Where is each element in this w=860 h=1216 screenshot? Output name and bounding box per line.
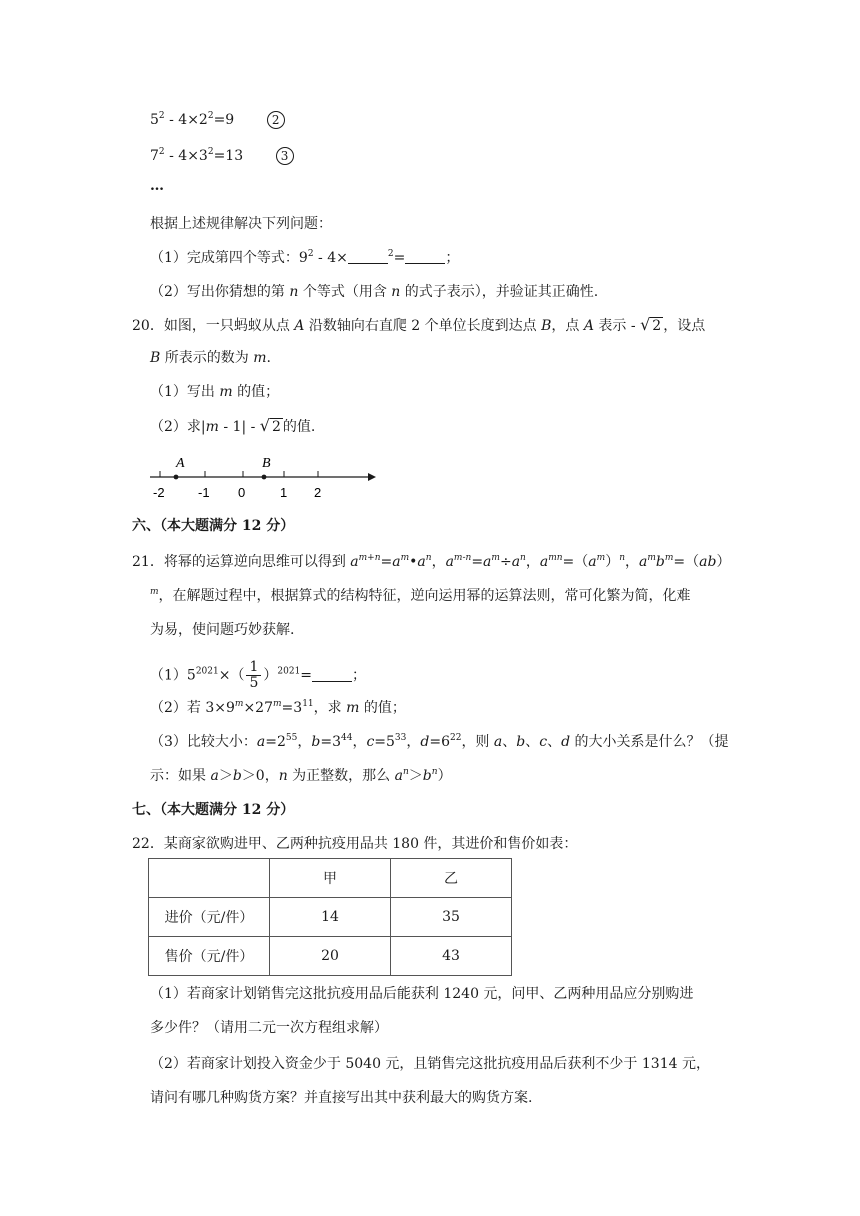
tick-label-m1: -1: [198, 485, 210, 500]
var-m-2: m: [219, 384, 233, 400]
eq2-base: 5: [150, 112, 159, 128]
table-row: [149, 937, 512, 976]
q21-p2-exp: 11: [302, 699, 314, 709]
point-B-2: B: [150, 350, 161, 366]
q20-p2-b: - 1| -: [218, 419, 260, 435]
table-cell: 20: [270, 937, 391, 976]
q21-p2-b: ×27: [243, 700, 273, 716]
q19-p2-a: （2）写出你猜想的第: [150, 284, 290, 300]
q20-l1-d: 表示 -: [593, 318, 641, 334]
eq2-mid: - 4×2: [164, 112, 208, 128]
q21-exp-m: m: [150, 587, 159, 597]
q22-part2-line1: （2）若商家计划投入资金少于 5040 元，且销售完这批抗疫用品后获利不少于 1314 元，: [150, 1056, 710, 1072]
q21-p3-l2a: 示：如果: [150, 768, 211, 784]
sqrt-2-b: √ 2: [259, 416, 281, 435]
eq3-base: 7: [150, 148, 159, 164]
frac-num: 1: [246, 660, 261, 676]
q21-p1-b: ×（: [218, 667, 245, 684]
var-n-2: n: [391, 284, 401, 300]
table-header-row: [149, 859, 512, 898]
eq2-sq2: 2: [207, 111, 214, 121]
q19-p2-b: 个等式（用含: [298, 284, 392, 300]
q21-hint-result: $a^n>b^n$: [394, 767, 438, 784]
point-A-2: A: [583, 318, 594, 334]
q21-p2-m2: m: [273, 699, 282, 709]
circled-number-2: 2: [267, 111, 285, 129]
table-cell: 35: [391, 898, 512, 937]
q19-part1: [150, 248, 459, 268]
q21-part3: [150, 732, 728, 752]
q22-intro: 22．某商家欲购进甲、乙两种抗疫用品共 180 件，其进价和售价如表：: [132, 836, 578, 852]
answer-blank-2[interactable]: [405, 249, 445, 264]
axis-arrow: [368, 473, 376, 481]
q20-line1: [132, 315, 705, 336]
tick-label-1: 1: [280, 485, 288, 500]
equation-3: [150, 146, 294, 166]
q22-part1-line2: 多少件？（请用二元一次方程组求解）: [150, 1020, 388, 1036]
q19-p1-sq: 2: [307, 249, 314, 259]
table-header-cell: 甲: [270, 859, 391, 898]
number-line-diagram: [140, 450, 380, 504]
tick-label-m2: -2: [153, 485, 165, 500]
q19-intro: 根据上述规律解决下列问题：: [150, 216, 332, 232]
q21-p3-l2c: 为正整数，那么: [287, 768, 395, 784]
table-header-cell: [149, 859, 270, 898]
q20-p2-c: 的值.: [282, 419, 316, 435]
q20-l1-e: ，设点: [663, 318, 706, 334]
q20-part1: [150, 382, 279, 402]
var-n-3: n: [278, 768, 288, 784]
price-table: [148, 858, 512, 976]
tick-label-0: 0: [238, 485, 246, 500]
eq3-mid: - 4×3: [164, 148, 208, 164]
q19-p2-c: 的式子表示），并验证其正确性.: [400, 284, 599, 300]
axis-ticks: [160, 471, 318, 477]
q20-l2-b: .: [266, 350, 271, 366]
q19-p1-sq2: 2: [387, 249, 394, 259]
q21-p2-m1: m: [234, 699, 244, 709]
q21-p3-l2d: ）: [437, 768, 452, 784]
q21-p1-d: =: [300, 667, 313, 684]
q20-p2-a: （2）求|: [150, 419, 206, 435]
q21-p2-e: 的值；: [359, 700, 406, 716]
q21-hint-cond: a＞b＞0: [210, 768, 265, 784]
var-m-4: m: [346, 700, 360, 716]
q20-l1-a: 20．如图，一只蚂蚁从点: [132, 318, 295, 334]
q19-p1-b: - 4×: [313, 250, 348, 266]
sqrt-arg-2: 2: [272, 419, 281, 435]
q21-line1: [132, 552, 730, 572]
q21-line2: [150, 586, 691, 606]
q22-part1-line1: （1）若商家计划销售完这批抗疫用品后能获利 1240 元，问甲、乙两种用品应分别购进: [150, 986, 694, 1002]
q20-p1-a: （1）写出: [150, 384, 220, 400]
var-n: n: [289, 284, 299, 300]
point-B-dot: [262, 475, 267, 480]
table-row: [149, 898, 512, 937]
q21-p1-c: ）: [263, 667, 278, 684]
eq2-sq: 2: [158, 111, 165, 121]
q20-line2: [150, 348, 271, 368]
q21-p3-b: ，则: [461, 734, 494, 750]
q21-line3: 为易，使问题巧妙获解.: [150, 622, 295, 638]
q19-p1-c: =: [393, 250, 406, 266]
var-m-3: m: [205, 419, 219, 435]
point-B: B: [541, 318, 552, 334]
table-header-cell: 乙: [391, 859, 512, 898]
label-A: A: [176, 456, 185, 471]
section-6-heading: 六、（本大题满分 12 分）: [132, 518, 295, 534]
q20-part2: [150, 416, 315, 437]
table-cell: 14: [270, 898, 391, 937]
eq3-sq: 2: [158, 147, 165, 157]
q21-p1-a: （1）5: [150, 667, 196, 684]
q20-l1-b: 沿数轴向右直爬 2 个单位长度到达点: [304, 318, 542, 334]
q21-p3-values: $a=2^{55}$，$b=3^{44}$，$c=5^{33}$，$d=6^{22}$: [256, 733, 462, 750]
q19-p1-a: （1）完成第四个等式：9: [150, 250, 308, 266]
q21-p3-vars: a、b、c、d: [493, 734, 571, 750]
answer-blank-3[interactable]: [312, 667, 352, 682]
q19-p1-d: ；: [445, 250, 460, 266]
ellipsis: …: [150, 178, 164, 194]
frac-den: 5: [249, 675, 259, 691]
q21-p3-l2b: ，: [264, 768, 279, 784]
q21-p2-d: ，求: [313, 700, 347, 716]
q21-part1: [150, 660, 366, 691]
q21-p1-exp2: 2021: [277, 666, 301, 677]
q21-p1-exp: 2021: [195, 666, 219, 677]
table-cell: 43: [391, 937, 512, 976]
eq3-sq2: 2: [207, 147, 214, 157]
q20-p1-b: 的值；: [232, 384, 280, 400]
label-B: B: [262, 456, 271, 471]
equation-2: [150, 110, 285, 130]
point-A: A: [294, 318, 305, 334]
var-m: m: [253, 350, 267, 366]
q20-l2-a: 所表示的数为: [160, 350, 254, 366]
q20-l1-c: ，点: [551, 318, 584, 334]
circled-number-3: 3: [276, 147, 294, 165]
q21-p2-c: =3: [281, 700, 303, 716]
sqrt-2: √ 2: [640, 315, 662, 334]
section-7-heading: 七、（本大题满分 12 分）: [132, 802, 295, 818]
q21-p3-a: （3）比较大小：: [150, 734, 257, 750]
q21-l2: ，在解题过程中，根据算式的结构特征，逆向运用幂的运算法则，常可化繁为简，化难: [158, 588, 691, 604]
point-A-dot: [174, 475, 179, 480]
q21-part2: [150, 698, 406, 718]
eq3-rhs: =13: [213, 148, 244, 164]
q22-part2-line2: 请问有哪几种购货方案？并直接写出其中获利最大的购货方案.: [150, 1090, 533, 1106]
table-cell: 进价（元/件）: [149, 898, 270, 937]
answer-blank-1[interactable]: [348, 249, 388, 264]
fraction-one-fifth: [246, 660, 261, 691]
tick-label-2: 2: [314, 485, 322, 500]
q21-l1: 21．将幂的运算逆向思维可以得到 $a^{m+n}=a^m•a^n$，$a^{m-n}=a^m\div a^n$，$a^{mn}=(a^m)^n$，$a^mb^m=(ab)$: [132, 553, 731, 570]
sqrt-arg: 2: [652, 318, 662, 334]
table-cell: 售价（元/件）: [149, 937, 270, 976]
q19-part2: [150, 282, 598, 302]
q21-p2-a: （2）若 3×9: [150, 700, 235, 716]
eq2-rhs: =9: [213, 112, 235, 128]
q21-part3-hint: [150, 766, 452, 786]
q21-p1-e: ；: [352, 667, 367, 684]
q21-p3-c: 的大小关系是什么？（提: [570, 734, 729, 750]
